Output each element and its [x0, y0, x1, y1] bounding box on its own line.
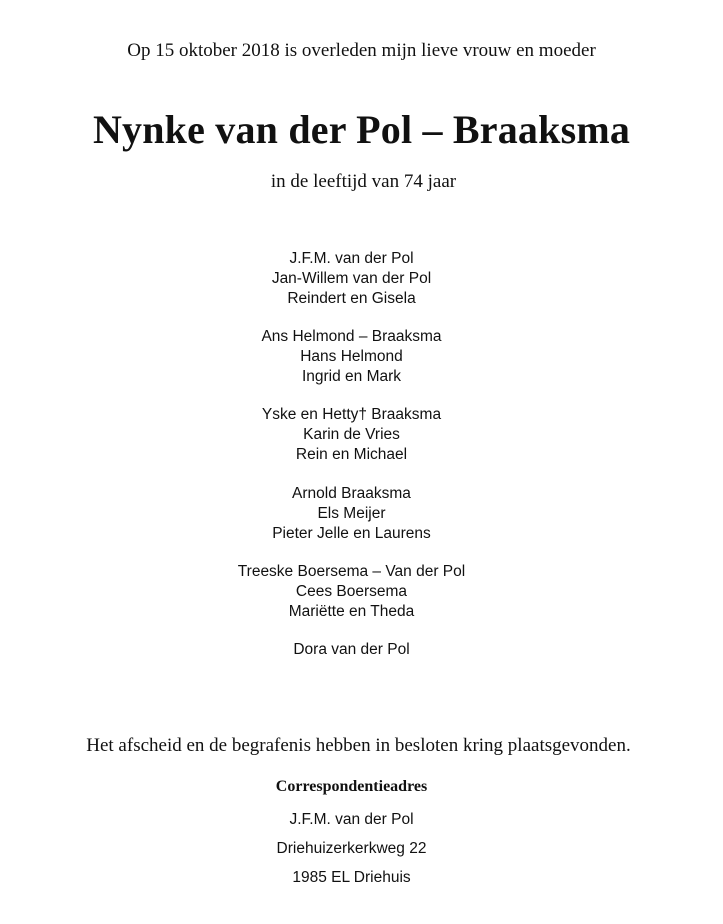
correspondence-street: Driehuizerkerkweg 22	[276, 840, 427, 857]
family-member: Cees Boersema	[295, 583, 408, 600]
family-member: Mariëtte en Theda	[288, 603, 415, 620]
correspondence-postal-city: 1985 EL Driehuis	[292, 869, 411, 886]
family-member: J.F.M. van der Pol	[289, 250, 414, 267]
family-group	[0, 327, 703, 387]
family-group	[0, 249, 703, 309]
farewell-text: Het afscheid en de begrafenis hebben in besloten kring plaatsgevonden.	[86, 735, 631, 756]
deceased-name: Nynke van der Pol – Braaksma	[92, 107, 631, 152]
family-member: Pieter Jelle en Laurens	[272, 525, 431, 542]
family-member: Ans Helmond – Braaksma	[261, 328, 442, 345]
family-member: Rein en Michael	[295, 446, 408, 463]
family-group	[0, 640, 703, 660]
family-group	[0, 484, 703, 544]
correspondence-name: J.F.M. van der Pol	[289, 811, 414, 828]
family-member: Reindert en Gisela	[287, 290, 416, 307]
intro-text: Op 15 oktober 2018 is overleden mijn lieve vrouw en moeder	[127, 40, 596, 61]
family-member: Ingrid en Mark	[301, 368, 402, 385]
family-member: Yske en Hetty† Braaksma	[261, 406, 442, 423]
family-member: Arnold Braaksma	[292, 485, 411, 502]
correspondence-heading: Correspondentieadres	[275, 778, 428, 795]
age-line: in de leeftijd van 74 jaar	[270, 171, 457, 192]
family-group	[0, 405, 703, 465]
family-group	[0, 562, 703, 622]
family-member: Dora van der Pol	[293, 641, 410, 658]
family-member: Hans Helmond	[300, 348, 403, 365]
family-member: Jan-Willem van der Pol	[271, 270, 432, 287]
family-member: Treeske Boersema – Van der Pol	[237, 563, 466, 580]
family-member: Els Meijer	[317, 505, 386, 522]
family-member: Karin de Vries	[303, 426, 400, 443]
